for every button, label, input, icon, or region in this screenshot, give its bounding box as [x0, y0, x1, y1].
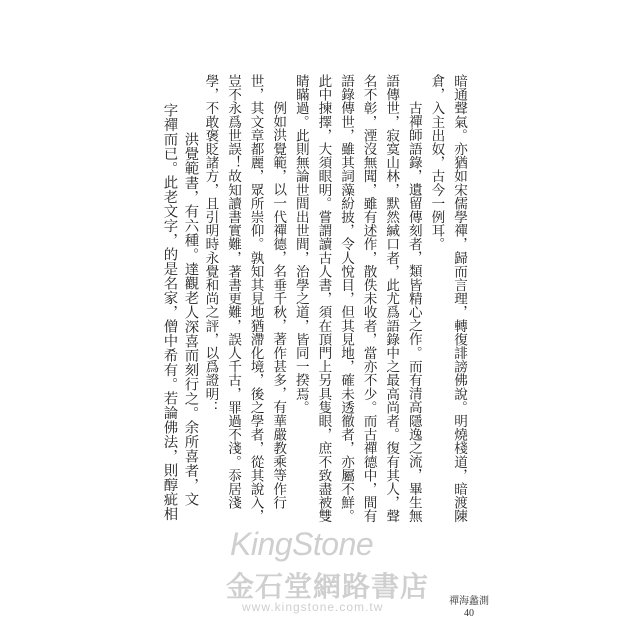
watermark-url: www.kingstone.com.tw [242, 600, 384, 614]
text-column: 睛瞞過。此則無論世間出世間，治學之道，皆同一揆焉。 [292, 74, 309, 414]
text-column: 豈不永爲世誤！故知讀書實難，著書更難，誤人千古，罪過不淺。忝居淺 [225, 74, 241, 510]
quote-column: 字禪而已。此老文字，的是名家，僧中希有。若論佛法，則醇疵相 [161, 102, 178, 521]
text-column: 名不彰，湮沒無聞，雖有述作，散佚未收者，當亦不少。而古禪德中，間有 [360, 74, 377, 523]
text-column: 暗通聲氣。亦猶如宋儒學禪，歸而言理，轉復誹謗佛說。明燒棧道，暗渡陳 [451, 74, 467, 523]
text-column: 世，其文章都麗，眾所崇仰。孰知其見地猶滯化境，後之學者，從其說入， [247, 74, 264, 523]
text-column: 學，不敢褒貶諸方，且引明時永覺和尚之評，以爲證明： [202, 74, 219, 414]
text-column: 語傳世，寂寞山林，默然緘口者，此尤爲語錄中之最高尚者。復有其人，聲 [383, 74, 400, 523]
text-column: 例如洪覺範，以一代禪德，名垂千秋，著作甚多，有華嚴教乘等作行 [270, 101, 287, 510]
watermark-brand: KingStone [230, 526, 374, 562]
watermark-store-name: 金石堂網路書店 [226, 570, 430, 603]
text-column: 語錄傳世，雖其詞藻紛披，令人悅目，但其見地，確未透徹者，亦屬不鮮。 [338, 74, 354, 523]
text-column: 古禪師語錄，遺留傳刻者，類皆精心之作。而有清高隱逸之流，畢生無 [405, 101, 422, 523]
running-head: 禪海蠡測 [449, 596, 489, 607]
quote-column: 洪覺範書，有六種。達觀老人深喜而刻行之。余所喜者，文 [182, 131, 199, 506]
page-number: 40 [464, 608, 474, 619]
text-column: 倉，入主出奴，古今一例耳。 [428, 74, 445, 251]
text-column: 此中揀擇，大須眼明。嘗謂讀古人書，須在頂門上另具隻眼，庶不致盡被雙 [315, 74, 332, 523]
